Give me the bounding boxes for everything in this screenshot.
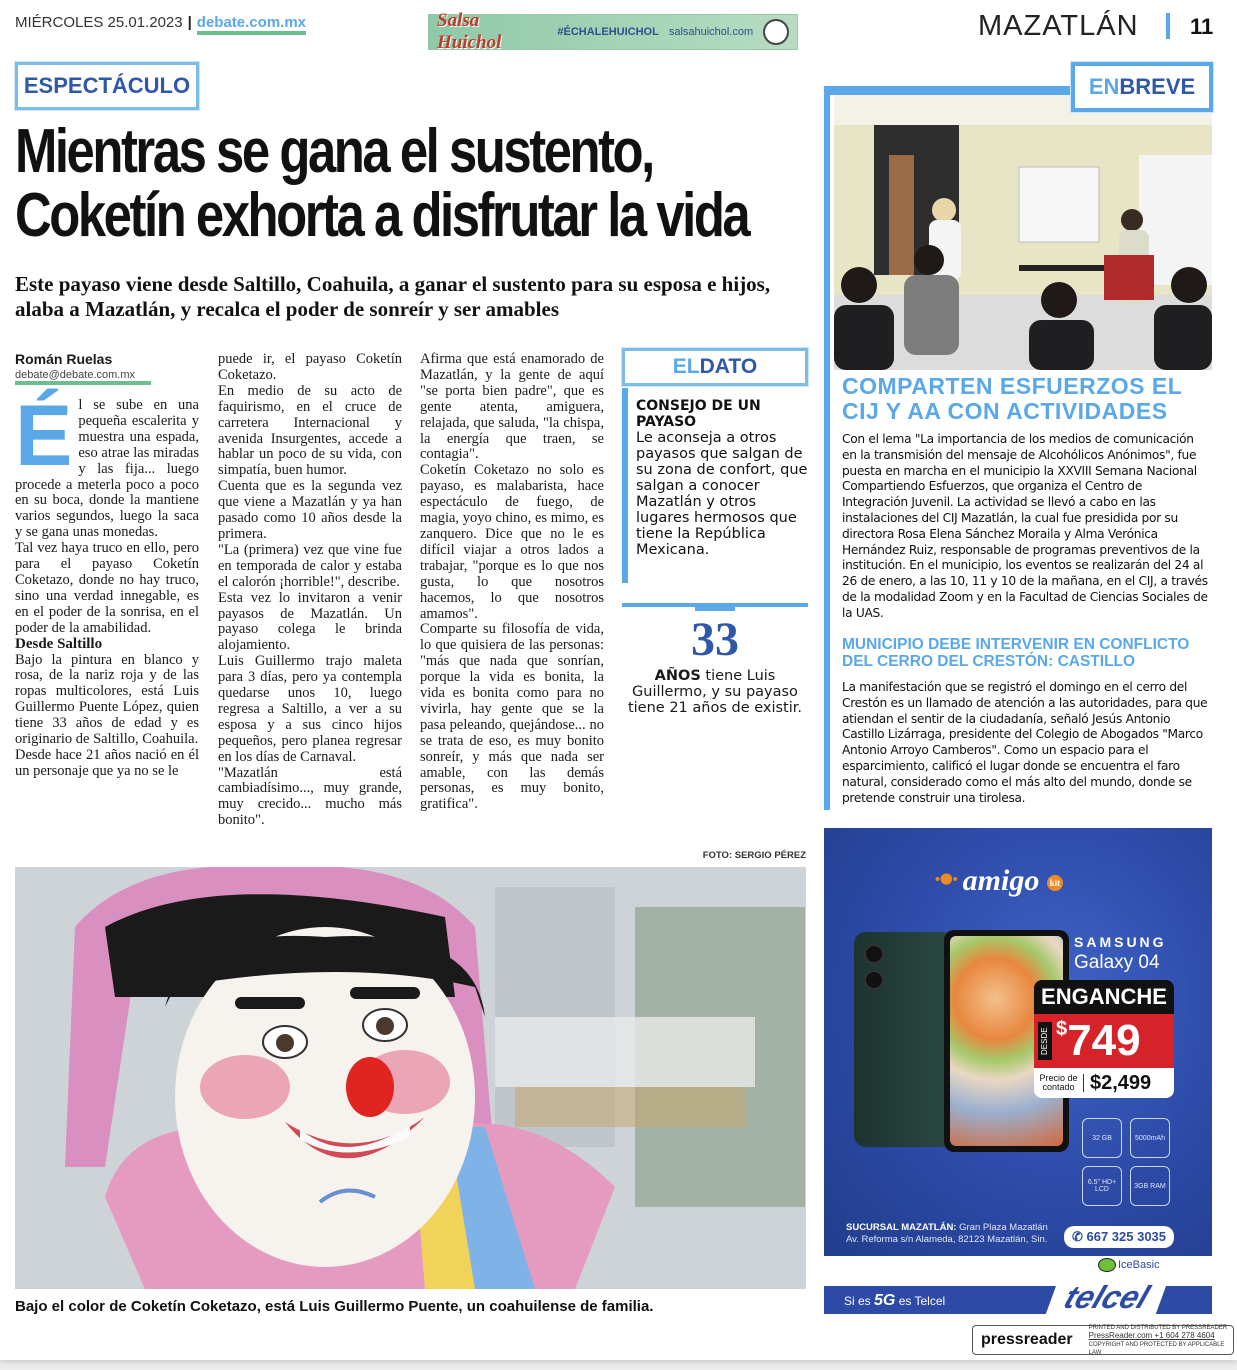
paragraph: l se sube en una pequeña escalerita y muestra una espada, eso atrae las miradas y las fija... luego procede a meterla poco a poco en su boca, donde la mantiene varios segundos, luego la saca y se gana unas monedas. <box>15 397 199 541</box>
author-email[interactable]: debate@debate.com.mx <box>15 370 151 385</box>
paragraph: puede ir, el payaso Coketín Coketazo. <box>218 351 402 383</box>
el-dato-label <box>622 348 808 386</box>
paragraph: "Mazatlán está cambiadísimo..., muy grande, muy crecido... mucho más bonito". <box>218 764 402 829</box>
ram-feature-icon: 3GB RAM <box>1130 1166 1170 1206</box>
en-breve-label <box>1071 62 1213 112</box>
cash-value: $2,499 <box>1090 1071 1152 1094</box>
classroom-photo-illustration <box>834 95 1212 370</box>
stat-number: 33 <box>691 613 739 666</box>
article-column-3 <box>420 352 604 813</box>
brief-body-1: Con el lema "La importancia de los medios de comunicación en la transmisión del mensaje de Alcohólicos Anónimos", fue puesta en marcha en el municipio la XXVIII Semana Nacional Compartiendo Esfuerzos, que organiza el Centro de Integración Juvenil. La actividad se llevó a cabo en las instalaciones del CIJ Mazatlán, la cual fue presidida por su directora Rosa Elena Sánchez Moraila y Alma Verónica Hernández Ruiz, responsable de programas preventivos de la institución. En el municipio, los eventos se realizarán del 24 al 26 de enero, a las 10, 11 y 10 de la mañana, en el CIJ, a través de la modalidad Zoom y en la Facultad de Ciencias Sociales de la UAS. <box>842 432 1208 620</box>
desde-label: DESDE <box>1038 1022 1052 1060</box>
dato-body <box>636 398 808 558</box>
issue-date: MIÉRCOLES 25.01.2023 <box>15 14 183 31</box>
store-address <box>846 1222 1048 1246</box>
clown-photo-illustration <box>15 867 806 1289</box>
section-kicker: ESPECTÁCULO <box>15 62 199 110</box>
people-icon: ꔹ <box>934 864 959 897</box>
eye-icon <box>1098 1258 1116 1272</box>
section-subhead: Desde Saltillo <box>15 635 103 652</box>
telcel-bar <box>824 1279 1212 1315</box>
camera-icon <box>864 970 884 990</box>
photo-credit: FOTO: SERGIO PÉREZ <box>702 850 806 861</box>
paragraph: Bajo la pintura en blanco y rosa, de la nariz roja y de las ropas multicolores, está Luis Guillermo Puente López, quien tiene 33 años de edad y es originario de Saltillo, Coahuila. <box>15 651 199 748</box>
article-column-1 <box>15 388 199 780</box>
screen-feature-icon: 6.5" HD+ LCD <box>1082 1166 1122 1206</box>
paragraph: "La (primera) vez que vine fue en temporada de calor y estaba el calorón ¡horrible!", describe. <box>218 541 402 590</box>
store-addr-2: Av. Reforma s/n Alameda, 82123 Mazatlán, Sin. <box>846 1234 1048 1245</box>
section-name: MAZATLÁN <box>978 10 1139 42</box>
label-part: EL <box>672 355 700 378</box>
brief-headline-2: MUNICIPIO DEBE INTERVENIR EN CONFLICTO DEL CERRO DEL CRESTÓN: CASTILLO <box>842 636 1190 670</box>
label-part: EN <box>1088 74 1120 99</box>
stat-desc: tiene Luis Guillermo, y su payaso tiene 21 años de existir. <box>627 668 803 716</box>
paragraph: En medio de su acto de faquirismo, en el cruce de carretera Internacional y avenida Insurgentes, accede a hablar un poco de su vida, con simpatía, buen humor. <box>218 382 402 479</box>
amigo-kit-ad[interactable] <box>824 828 1212 1256</box>
drop-cap: É <box>15 388 73 484</box>
slogan-5g: 5G <box>874 1292 896 1309</box>
headline-line-1: Mientras se gana el sustento, <box>15 117 653 186</box>
phone-number: 667 325 3035 <box>1086 1229 1167 1244</box>
divider-tab <box>695 605 735 611</box>
header-dateline <box>15 14 306 31</box>
paragraph: Tal vez haya truco en ello, pero para el payaso Coketín Coketazo, donde no hay truco, sino una verdad innegable, es en el poder de la sonrisa, en el poder de la amabilidad. <box>15 540 199 636</box>
paragraph: Esta vez lo invitaron a venir payasos de Mazatlán. Un payaso colega le brinda alojamiento. <box>218 589 402 654</box>
kit-badge: kit <box>1047 875 1063 891</box>
paragraph: Afirma que está enamorado de Mazatlán, y la gente de aquí "se porta bien padre", que es gente atenta, amiguera, relajada, que saluda, "la chispa, la energía que traen, se contagia". <box>420 351 604 463</box>
pr-line: PRINTED AND DISTRIBUTED BY PRESSREADER <box>1088 1324 1228 1331</box>
en-breve-top-bar <box>824 86 1072 95</box>
paragraph: Luis Guillermo trajo maleta para 3 días, pero ya contempla quedarse unos 10, luego regresa a Saltillo, a ver a su esposa y a sus cinco hijos pequeños, pero planea regresar en los días de Carnaval. <box>218 653 402 765</box>
headline-line-2: Coketín exhorta a disfrutar la vida <box>15 181 749 250</box>
camera-icon <box>864 944 884 964</box>
subheadline: Este payaso viene desde Saltillo, Coahuila, a ganar el sustento para su esposa e hijos, alaba a Mazatlán, y recalca el poder de sonreír y ser amables <box>15 272 771 321</box>
pressreader-info <box>1089 1324 1233 1357</box>
icebasic-logo <box>1098 1258 1160 1272</box>
pressreader-logo: pressreader <box>981 1331 1073 1348</box>
amigo-logo <box>934 864 1063 898</box>
phone-back-image <box>854 932 954 1147</box>
pressreader-badge[interactable] <box>972 1325 1234 1355</box>
ad-brand: amigo <box>962 864 1040 897</box>
divider: | <box>187 14 192 31</box>
dato-title: CONSEJO DE UN PAYASO <box>636 398 761 430</box>
section-divider <box>1166 13 1170 39</box>
article-column-2 <box>218 352 402 829</box>
ad-maker: SAMSUNG <box>1074 934 1167 950</box>
main-photo[interactable] <box>15 867 806 1289</box>
dato-accent-bar <box>622 388 628 583</box>
stat-text <box>618 668 812 716</box>
photo-caption: Bajo el color de Coketín Coketazo, está Luis Guillermo Puente, un coahuilense de familia. <box>15 1298 654 1315</box>
store-label: SUCURSAL MAZATLÁN: <box>846 1222 957 1233</box>
paragraph: Cuenta que es la segunda vez que viene a Mazatlán y ya han pasado como 10 años desde la primera. <box>218 478 402 542</box>
icebasic-text: IceBasic <box>1118 1259 1160 1271</box>
headline <box>15 117 819 250</box>
telcel-slogan <box>844 1292 945 1310</box>
price-block <box>1034 1014 1174 1068</box>
label-part: BREVE <box>1119 74 1196 99</box>
enganche-label: ENGANCHE <box>1034 980 1174 1014</box>
stat-bold: AÑOS <box>654 668 701 684</box>
en-breve-photo[interactable] <box>834 95 1212 370</box>
storage-feature-icon: 32 GB <box>1082 1118 1122 1158</box>
price-value: 749 <box>1067 1016 1141 1065</box>
cash-price <box>1034 1068 1174 1098</box>
ad-model: Galaxy 04 <box>1074 952 1160 973</box>
store-addr-1: Gran Plaza Mazatlán <box>959 1222 1048 1233</box>
header-banner-ad[interactable] <box>428 10 798 53</box>
paragraph: Coketín Coketazo no solo es payaso, es malabarista, hace espectáculo de fuego, de magia, yoyo chino, es mimo, es zanquero. Dice que no le es difícil viajar a otros lados a trabajar, "porque es lo que nos gusta, lo que nosotros hacemos, lo que nosotros amamos". <box>420 462 604 622</box>
price <box>1056 1014 1141 1068</box>
slogan-part: es Telcel <box>898 1294 946 1308</box>
banner-hashtag: #ÉCHALEHUICHOL <box>557 26 659 38</box>
slogan-part: Si es <box>844 1294 871 1308</box>
pr-line: COPYRIGHT AND PROTECTED BY APPLICABLE LAW <box>1088 1341 1225 1356</box>
store-phone[interactable]: ✆ 667 325 3035 <box>1064 1226 1174 1248</box>
currency: $ <box>1056 1018 1068 1040</box>
author-name: Román Ruelas <box>15 351 113 367</box>
pr-link[interactable]: PressReader.com +1 604 278 4604 <box>1088 1330 1215 1340</box>
banner-url: salsahuichol.com <box>668 26 754 38</box>
banner-brand: Salsa Huichol <box>437 10 502 53</box>
site-link[interactable]: debate.com.mx <box>197 14 306 35</box>
paragraph: Comparte su filosofía de vida, lo que quisiera de las personas: "más que nada que sonrían, porque la vida es bonita, la vida es bonita como para no vivirla, hay gente que se la pasa peleando, quejándose... no se trata de eso, es muy bonito sonreír, y más que nada ser amable, con las demás personas, es muy bonito, gratifica". <box>420 621 604 813</box>
paragraph: Desde hace 21 años nació en él un personaje que ya no se le <box>15 746 199 779</box>
battery-feature-icon: 5000mAh <box>1130 1118 1170 1158</box>
brief-headline-1: COMPARTEN ESFUERZOS EL CIJ Y AA CON ACTIVIDADES <box>842 373 1182 424</box>
page-number: 11 <box>1190 14 1214 39</box>
cash-label: Precio de contado <box>1034 1074 1084 1092</box>
mascot-icon <box>763 19 789 45</box>
telcel-logo: telcel <box>1046 1280 1168 1314</box>
dato-text: Le aconseja a otros payasos que salgan de su zona de confort, que salgan a conocer Mazatlán y otros lugares hermosos que tiene la República Mexicana. <box>636 430 808 558</box>
brief-body-2: La manifestación que se registró el domingo en el cerro del Crestón es un llamado de atención a las autoridades, para que atiendan el sentir de la ciudadanía, señaló Jesús Antonio Castillo Lizárraga, presidente del Colegio de Abogados "Marco Antonio Arroyo Camberos". Como un espacio para el esparcimiento, calificó el lugar donde se encuentra el faro natural, considerado como el más alto del mundo, donde se pretende construir una tirolesa. <box>842 680 1208 805</box>
label-part: DATO <box>699 355 758 378</box>
